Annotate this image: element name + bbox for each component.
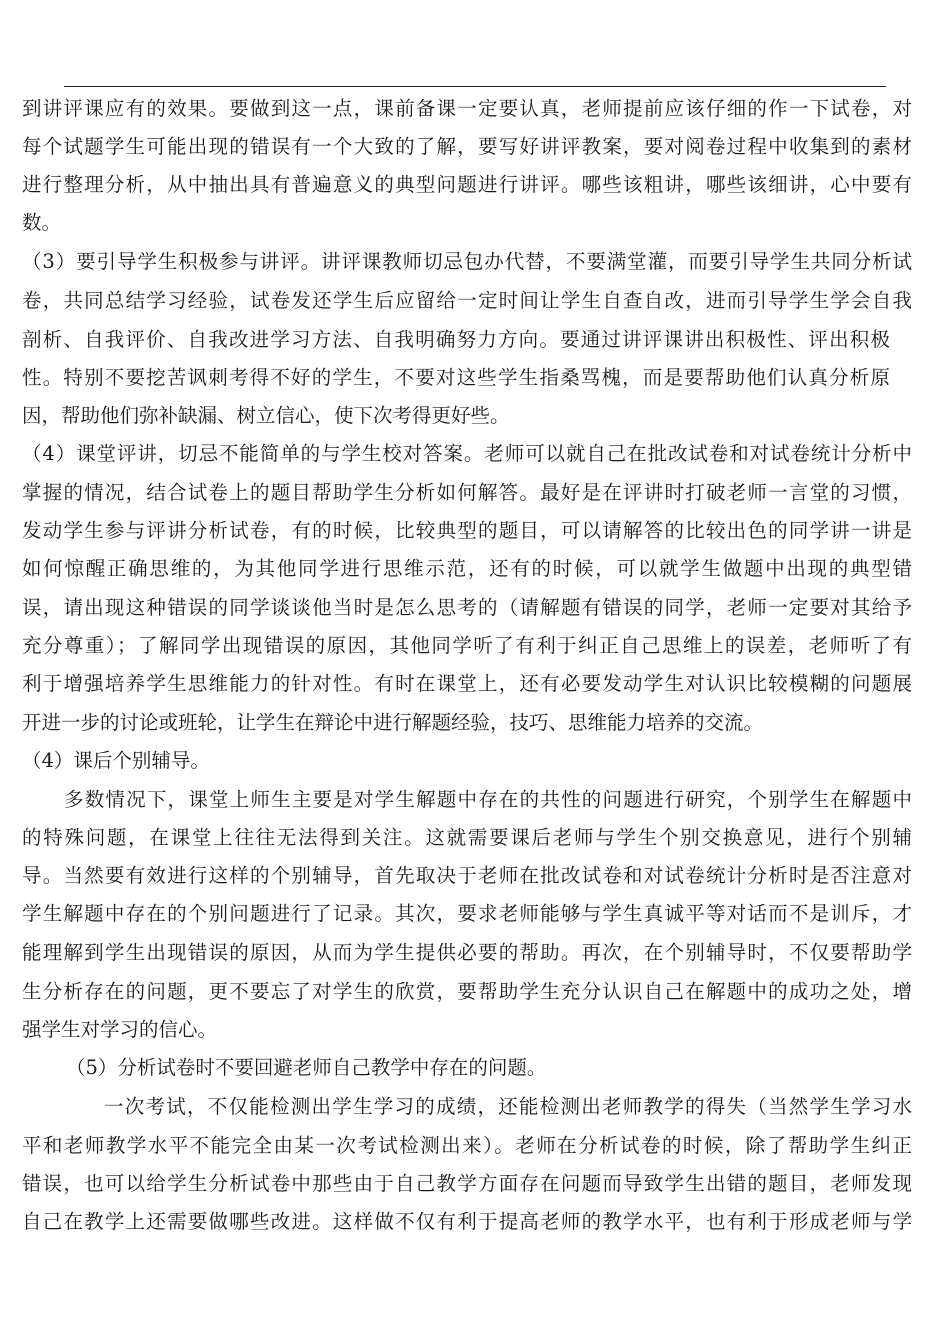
text-line: 强学生对学习的信心。 bbox=[22, 1018, 218, 1041]
text-line: 自己在教学上还需要做哪些改进。这样做不仅有利于提高老师的教学水平，也有利于形成老师与学 bbox=[22, 1210, 912, 1233]
text-line: 多数情况下，课堂上师生主要是对学生解题中存在的共性的问题进行研究，个别学生在解题中 bbox=[64, 788, 912, 811]
text-line: 导。当然要有效进行这样的个别辅导，首先取决于老师在批改试卷和对试卷统计分析时是否注意对 bbox=[22, 864, 912, 887]
text-line: 误，请出现这种错误的同学谈谈他当时是怎么思考的（请解题有错误的同学，老师一定要对其给予 bbox=[22, 596, 912, 619]
text-line: 进行整理分析，从中抽出具有普遍意义的典型问题进行讲评。哪些该粗讲，哪些该细讲，心中要有 bbox=[22, 173, 912, 196]
text-line: 数。 bbox=[22, 211, 62, 234]
text-line: 卷，共同总结学习经验，试卷发还学生后应留给一定时间让学生自查自改，进而引导学生学会自我 bbox=[22, 289, 912, 312]
section-heading: （5）分析试卷时不要回避老师自己教学中存在的问题。 bbox=[66, 1056, 547, 1079]
section-heading: （4）课后个别辅导。 bbox=[22, 749, 210, 772]
text-line: 学生解题中存在的个别问题进行了记录。其次，要求老师能够与学生真诚平等对话而不是训斥，才 bbox=[22, 902, 912, 925]
text-line: 剖析、自我评价、自我改进学习方法、自我明确努力方向。要通过讲评课讲出积极性、评出积极 bbox=[22, 328, 890, 351]
text-line: 到讲评课应有的效果。要做到这一点，课前备课一定要认真，老师提前应该仔细的作一下试卷，对 bbox=[22, 97, 912, 120]
text-line: 利于增强培养学生思维能力的针对性。有时在课堂上，还有必要发动学生对认识比较模糊的问题展 bbox=[22, 672, 912, 695]
text-line: 一次考试，不仅能检测出学生学习的成绩，还能检测出老师教学的得失（当然学生学习水 bbox=[104, 1095, 912, 1118]
text-line: 充分尊重）；了解同学出现错误的原因，其他同学听了有利于纠正自己思维上的误差，老师听了有 bbox=[22, 634, 912, 657]
text-line: 的特殊问题，在课堂上往往无法得到关注。这就需要课后老师与学生个别交换意见，进行个别辅 bbox=[22, 826, 912, 849]
text-line: 掌握的情况，结合试卷上的题目帮助学生分析如何解答。最好是在评讲时打破老师一言堂的习惯， bbox=[22, 481, 912, 504]
text-line: 如何惊醒正确思维的，为其他同学进行思维示范，还有的时候，可以就学生做题中出现的典型错 bbox=[22, 557, 912, 580]
text-line: 因，帮助他们弥补缺漏、树立信心，使下次考得更好些。 bbox=[22, 404, 510, 427]
text-line: 能理解到学生出现错误的原因，从而为学生提供必要的帮助。再次，在个别辅导时，不仅要帮助学 bbox=[22, 941, 912, 964]
header-rule bbox=[64, 86, 886, 87]
text-line: 开进一步的讨论或班轮，让学生在辩论中进行解题经验，技巧、思维能力培养的交流。 bbox=[22, 711, 764, 734]
text-line: 每个试题学生可能出现的错误有一个大致的了解，要写好讲评教案，要对阅卷过程中收集到的素材 bbox=[22, 135, 912, 158]
text-line: （4）课堂评讲，切忌不能简单的与学生校对答案。老师可以就自己在批改试卷和对试卷统计分析中 bbox=[22, 442, 912, 465]
text-line: （3）要引导学生积极参与讲评。讲评课教师切忌包办代替，不要满堂灌，而要引导学生共同分析试 bbox=[22, 250, 912, 273]
text-line: 错误，也可以给学生分析试卷中那些由于自己教学方面存在问题而导致学生出错的题目，老师发现 bbox=[22, 1172, 912, 1195]
text-line: 性。特别不要挖苦讽刺考得不好的学生，不要对这些学生指桑骂槐，而是要帮助他们认真分析原 bbox=[22, 366, 890, 389]
text-line: 生分析存在的问题，更不要忘了对学生的欣赏，要帮助学生充分认识自己在解题中的成功之处，增 bbox=[22, 980, 912, 1003]
text-line: 发动学生参与评讲分析试卷，有的时候，比较典型的题目，可以请解答的比较出色的同学讲一讲是 bbox=[22, 519, 912, 542]
text-line: 平和老师教学水平不能完全由某一次考试检测出来）。老师在分析试卷的时候，除了帮助学生纠正 bbox=[22, 1134, 912, 1157]
